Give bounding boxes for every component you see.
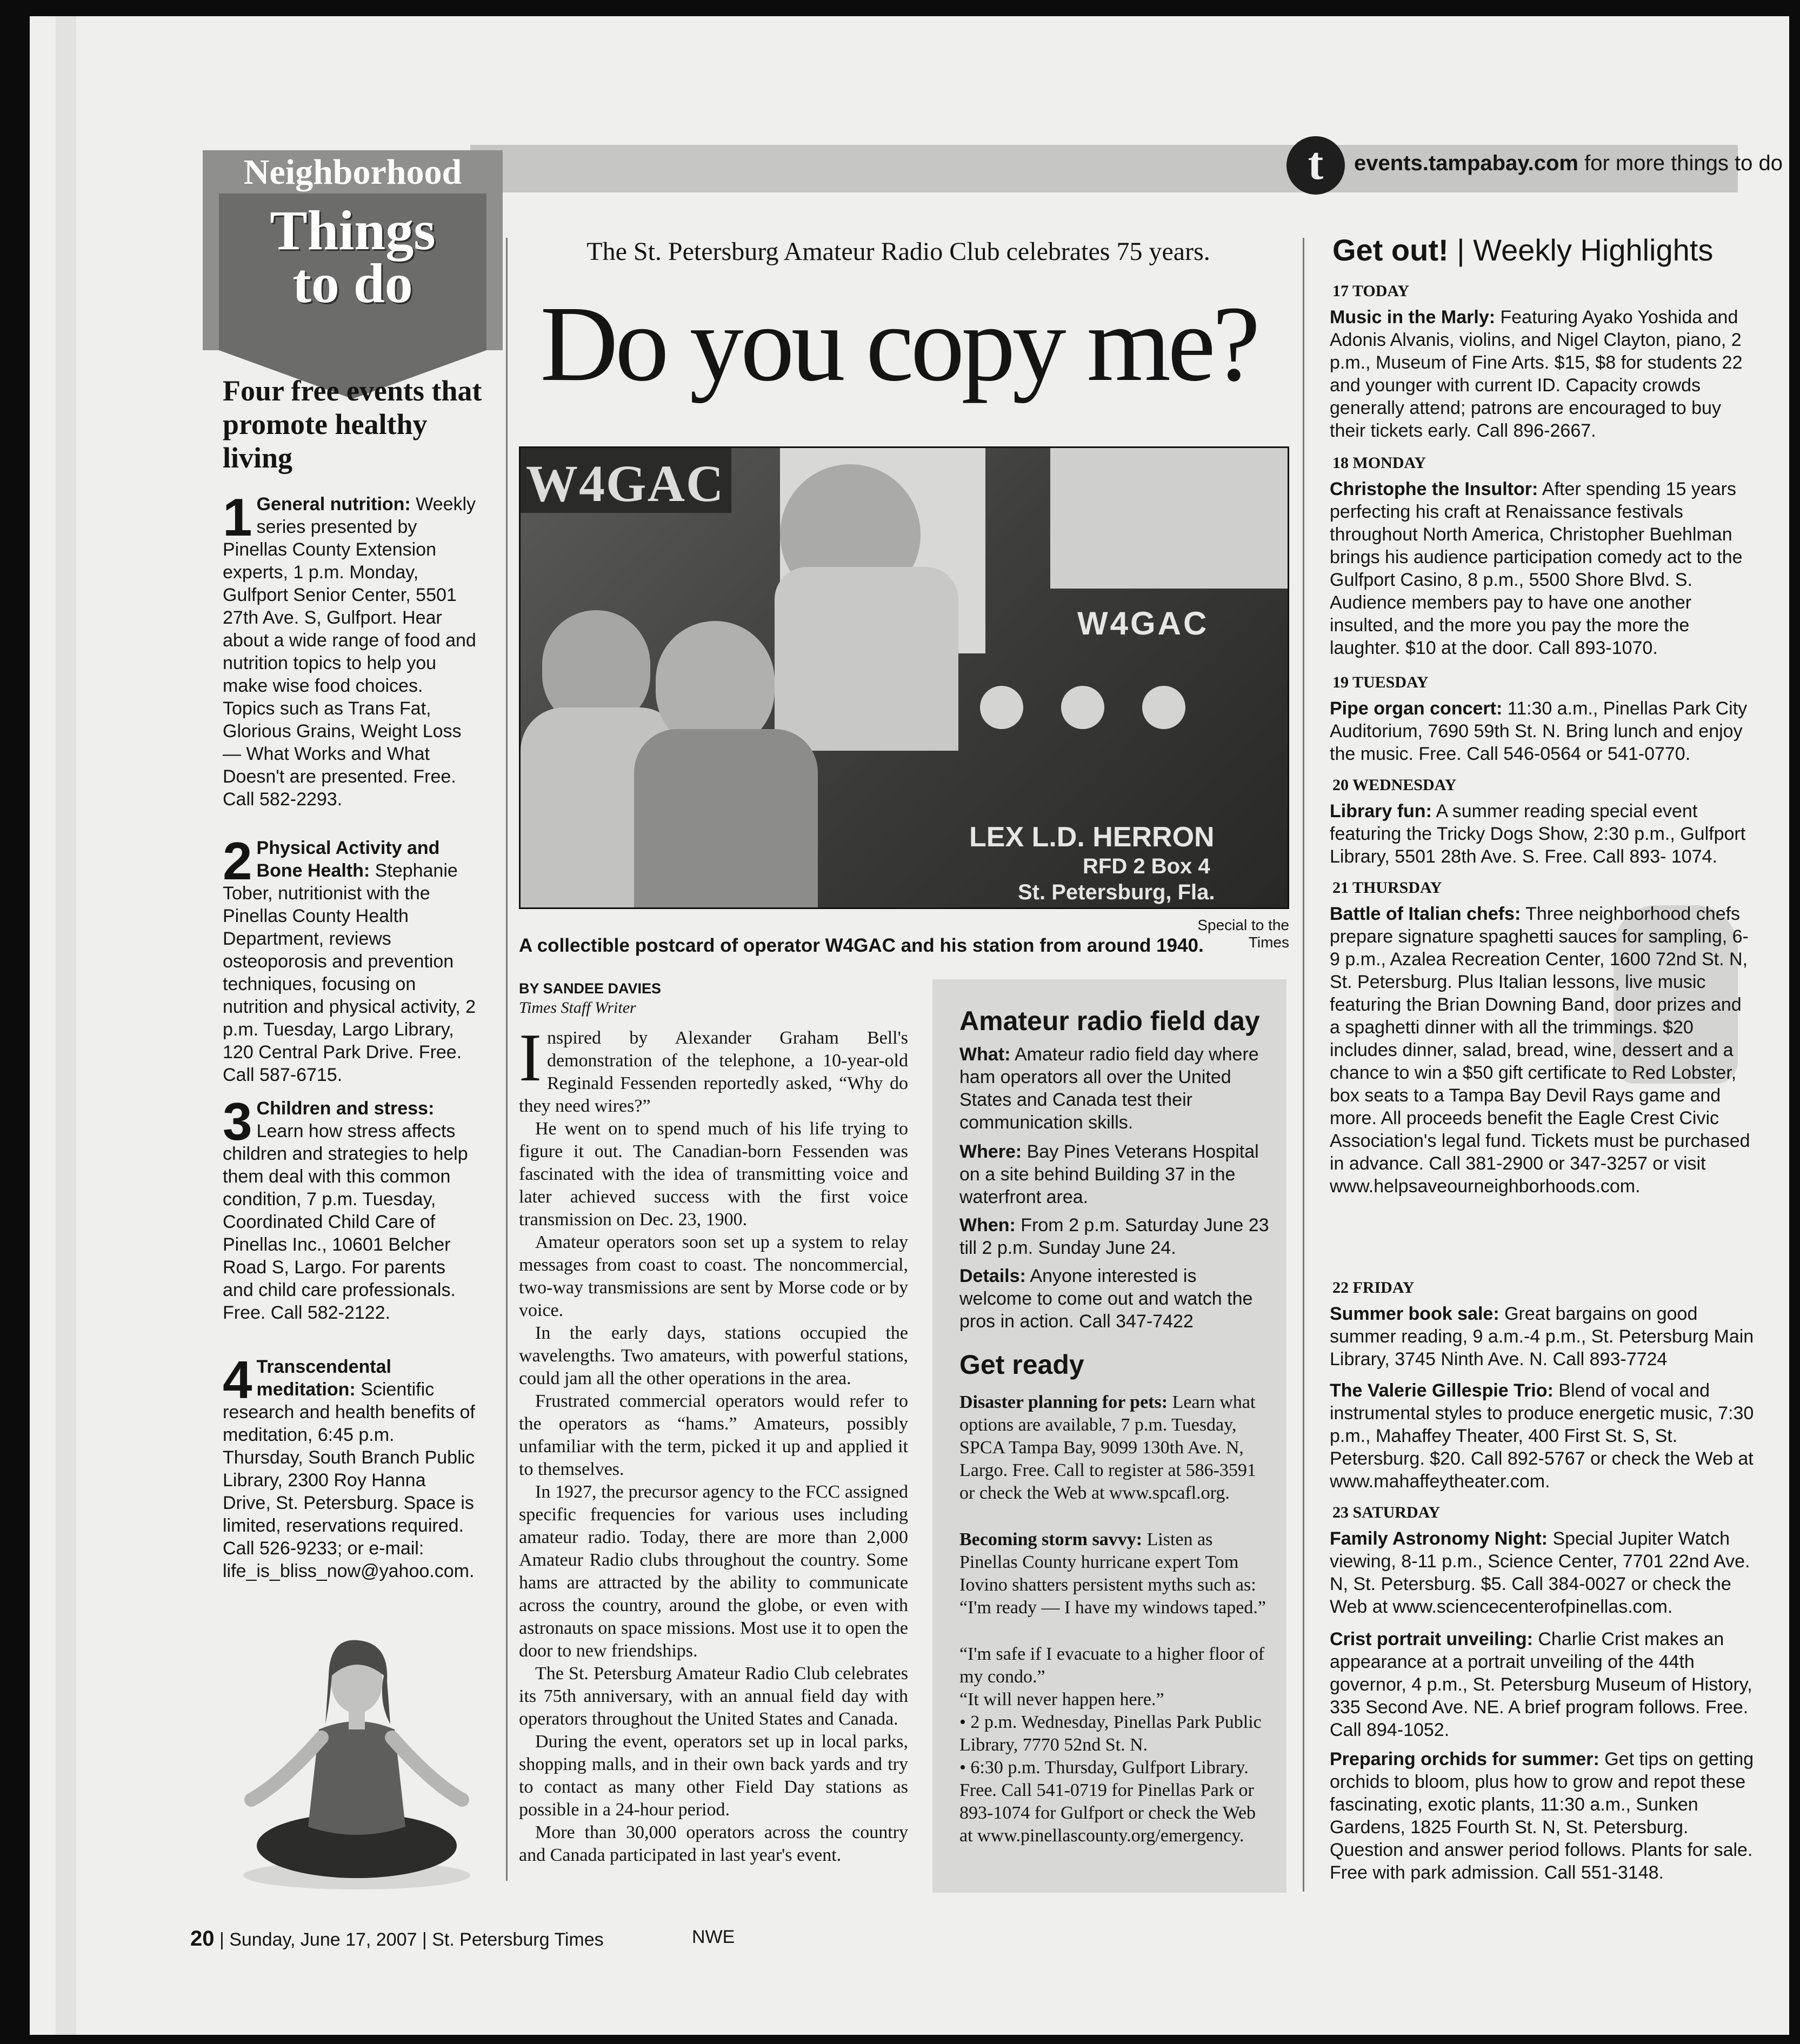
article-body [519, 1020, 908, 1867]
sidebar-myth-3: “It will never happen here.” [959, 1689, 1164, 1709]
photo-ship-model [1050, 448, 1288, 589]
article-kicker: The St. Petersburg Amateur Radio Club celebrates 75 years. [586, 237, 1210, 266]
getout-heading [1332, 232, 1713, 268]
health-event-1 [223, 487, 477, 811]
day-header-23: 23 SATURDAY [1332, 1504, 1441, 1521]
highlight-organ [1330, 697, 1757, 765]
radio-station-photo [519, 446, 1289, 909]
events-link[interactable] [1354, 151, 1783, 176]
event-body: Learn how stress affects children and strategies to help them deal with this common condition, 7 p.m. Tuesday, Coordinated Child Care of Pinellas Inc., 10601 Belcher Road S, Largo. For parents and child care professionals. Free. Call 582-2122. [223, 1121, 468, 1323]
body: Great bargains on good summer reading, 9 a.m.-4 p.m., St. Petersburg Main Library, 3745 Ninth Ave. N. Call 893-7724 [1330, 1304, 1754, 1370]
photo-dial-1 [980, 686, 1023, 729]
day-header-19: 19 TUESDAY [1332, 673, 1429, 691]
meditating-woman-photo [232, 1621, 481, 1892]
event-number: 4 [223, 1350, 252, 1410]
article-paragraph: More than 30,000 operators across the country and Canada participated in last year's event. [519, 1822, 908, 1865]
event-title: Physical Activity and Bone Health: [256, 838, 440, 881]
photo-nameplate-3: St. Petersburg, Fla. [1018, 880, 1215, 904]
sidebar-myth-2: “I'm safe if I evacuate to a higher floor of my condo.” [959, 1644, 1265, 1687]
event-title: Children and stress: [256, 1098, 435, 1119]
sidebar-what [959, 1043, 1270, 1134]
section-neighborhood: Neighborhood [243, 152, 462, 192]
event-body: Weekly series presented by Pinellas County Extension experts, 1 p.m. Monday, Gulfport Senior Center, 5501 27th Ave. S, Gulfport. Hear about a wide range of food and nutrition topics to help you make wise food choices. Topics such as Trans Fat, Glorious Grains, Weight Loss — What Works and What Doesn't are presented. Free. Call 582-2293. [223, 494, 476, 810]
photo-boy-body [634, 729, 818, 909]
section-title-todo: to do [292, 252, 413, 315]
body: Get tips on getting orchids to bloom, plus how to grow and repot these fascinating, exotic plants, 11:30 a.m., Sunken Gardens, 1825 Fourth St. N, St. Petersburg. Question and answer period follows. Plants for sale. Free with park admission. Call 551-3148. [1330, 1749, 1754, 1883]
label: Becoming storm savvy: [959, 1529, 1143, 1549]
body: After spending 15 years perfecting his craft at Renaissance festivals throughout North America, Christopher Buehlman brings his audience participation comedy act to the Gulfport Casino, 8 p.m., 5500 Shore Blvd. S. Audience members pay to have one another insulted, and the more you pay the more the laughter. $10 at the door. Call 893-1070. [1330, 479, 1743, 658]
health-event-3 [223, 1092, 477, 1324]
article-paragraph: The St. Petersburg Amateur Radio Club celebrates its 75th anniversary, with an annual field day with operators throughout the United States and Canada. [519, 1664, 908, 1729]
page-number: 20 [190, 1927, 215, 1951]
body: Charlie Crist makes an appearance at a portrait unveiling of the 44th governor, 4 p.m., St. Petersburg Museum of History, 335 Second Ave. NE. A brief program follows. Free. Call 894-1052. [1330, 1629, 1752, 1740]
column-rule-left [506, 238, 508, 1881]
value: Listen as Pinellas County hurricane expert Tom Iovino shatters persistent myths such as: “I'm ready — I have my windows taped.” [959, 1529, 1266, 1618]
event-body: Scientific research and health benefits of meditation, 6:45 p.m. Thursday, South Branch Public Library, 2300 Roy Hanna Drive, St. Petersburg. Space is limited, reservations required. Call 526-9233; or e-mail: life_is_bliss_now@yahoo.com. [223, 1379, 475, 1581]
highlight-crist [1330, 1628, 1757, 1741]
photo-man-shirt [775, 567, 958, 751]
label: What: [959, 1044, 1011, 1065]
label: Details: [959, 1266, 1026, 1286]
event-number: 1 [223, 487, 252, 547]
value: Anyone interested is welcome to come out and watch the pros in action. Call 347-7422 [959, 1266, 1253, 1332]
events-url[interactable]: events.tampabay.com [1354, 151, 1578, 175]
title: Preparing orchids for summer: [1330, 1749, 1599, 1769]
label: Disaster planning for pets: [959, 1392, 1168, 1412]
article-headline: Do you copy me? [540, 284, 1257, 404]
drop-cap: I [519, 1020, 542, 1096]
byline-title: Times Staff Writer [519, 999, 636, 1017]
highlight-book-sale [1330, 1302, 1757, 1371]
article-paragraph: In 1927, the precursor agency to the FCC assigned specific frequencies for various uses including amateur radio. Today, there are more than 2,000 Amateur Radio clubs throughout the country. Some hams are attracted by the ability to communicate across the country, around the globe, or even with astronauts on space missions. Most use it to open the door to new friendships. [519, 1482, 908, 1661]
article-paragraph [519, 1020, 908, 1118]
dateline: | Sunday, June 17, 2007 | St. Petersburg Times [214, 1929, 604, 1950]
body: A summer reading special event featuring the Tricky Dogs Show, 2:30 p.m., Gulfport Library, 5501 28th Ave. S. Free. Call 893- 1074. [1330, 801, 1746, 867]
page-footer [190, 1927, 604, 1951]
highlight-library [1330, 800, 1757, 868]
article-paragraph: Amateur operators soon set up a system to relay messages from coast to coast. The noncommercial, two-way transmissions are sent by Morse code or by voice. [519, 1232, 908, 1320]
page-edge-stripe [56, 16, 76, 2035]
getout-label: Get out! [1332, 233, 1449, 267]
photo-callsign-panel: W4GAC [1077, 605, 1209, 642]
photo-caption: A collectible postcard of operator W4GAC and his station from around 1940. [519, 935, 1204, 956]
separator: | [1448, 233, 1474, 267]
sidebar-session-2: • 6:30 p.m. Thursday, Gulfport Library. Free. Call 541-0719 for Pinellas Park or 893-1074 for Gulfport or check the Web at www.pinellascounty.org/emergency. [959, 1758, 1256, 1846]
label: Where: [959, 1141, 1022, 1162]
section-title [219, 199, 486, 315]
edition-code: NWE [692, 1927, 735, 1947]
event-title: General nutrition: [256, 494, 411, 515]
day-header-22: 22 FRIDAY [1332, 1279, 1415, 1297]
body: 11:30 a.m., Pinellas Park City Auditorium, 7690 59th St. N. Bring lunch and enjoy the music. Free. Call 546-0564 or 541-0770. [1330, 698, 1748, 764]
value: From 2 p.m. Saturday June 23 till 2 p.m. Sunday June 24. [959, 1215, 1269, 1258]
article-paragraph: In the early days, stations occupied the wavelengths. Two amateurs, with powerful stations, could jam all the other operations in the area. [519, 1323, 908, 1388]
title: The Valerie Gillespie Trio: [1330, 1380, 1554, 1401]
article-paragraph: During the event, operators set up in local parks, shopping malls, and in their own back yards and try to contact as many other Field Day stations as possible in a 24-hour period. [519, 1732, 908, 1820]
value: Bay Pines Veterans Hospital on a site behind Building 37 in the waterfront area. [959, 1141, 1259, 1207]
body: Special Jupiter Watch viewing, 8-11 p.m., Science Center, 7701 22nd Ave. N, St. Petersburg. $5. Call 384-0027 or check the Web at www.sciencecenterofpinellas.com. [1330, 1528, 1750, 1617]
highlight-insultor [1330, 478, 1757, 659]
highlight-orchids [1330, 1748, 1757, 1884]
body: Three neighborhood chefs prepare signature spaghetti sauces for sampling, 6-9 p.m., Azalea Recreation Center, 1600 72nd St. N, St. Petersburg. Plus Italian lessons, live music featuring the Brian Downing Band, door prizes and a spaghetti dinner with all the trimmings. $20 includes dinner, salad, bread, wine, dessert and a chance to win a $50 gift certificate to Red Lobster, box seats to a Tampa Bay Devil Rays game and more. All proceeds benefit the Eagle Crest Civic Association's legal fund. Tickets must be purchased in advance. Call 381-2900 or 347-3257 or visit www.helpsaveourneighborhoods.com. [1330, 904, 1750, 1197]
title: Summer book sale: [1330, 1304, 1499, 1324]
sidebar-session-1: • 2 p.m. Wednesday, Pinellas Park Public Library, 7770 52nd St. N. [959, 1712, 1262, 1755]
left-heading: Four free events that promote healthy living [223, 375, 482, 474]
title: Library fun: [1330, 801, 1432, 821]
title: Music in the Marly: [1330, 307, 1496, 328]
value: Amateur radio field day where ham operators all over the United States and Canada test their communication skills. [959, 1044, 1259, 1133]
article-paragraph: Frustrated commercial operators would refer to the operators as “hams.” Amateurs, possibly unfamiliar with the term, picked it up and applied it to themselves. [519, 1391, 908, 1479]
health-event-4 [223, 1350, 477, 1582]
tampabay-logo: t [1286, 136, 1345, 195]
day-header-17: 17 TODAY [1332, 282, 1410, 300]
event-body: Stephanie Tober, nutritionist with the Pinellas County Health Department, reviews osteoporosis and prevention techniques, focusing on nutrition and physical activity, 2 p.m. Tuesday, Largo Library, 120 Central Park Drive. Free. Call 587-6715. [223, 860, 476, 1085]
label: When: [959, 1215, 1016, 1235]
highlight-astronomy [1330, 1527, 1757, 1618]
highlight-chefs [1330, 903, 1757, 1198]
weekly-label: Weekly Highlights [1473, 233, 1714, 267]
byline: BY SANDEE DAVIES [519, 980, 662, 997]
title: Battle of Italian chefs: [1330, 904, 1521, 924]
sidebar-where [959, 1140, 1270, 1208]
title: Pipe organ concert: [1330, 698, 1503, 719]
photo-callsign-top: W4GAC [526, 455, 725, 512]
photo-credit: Special to the Times [1197, 917, 1289, 951]
sidebar-details [959, 1265, 1270, 1333]
day-header-18: 18 MONDAY [1332, 454, 1426, 472]
sidebar-when [959, 1214, 1270, 1259]
article-paragraph: He went on to spend much of his life trying to figure it out. The Canadian-born Fessenden was fascinated with the idea of transmitting voice and later achieved success with the first voice transmission on Dec. 23, 1900. [519, 1119, 908, 1230]
day-header-20: 20 WEDNESDAY [1332, 776, 1457, 794]
events-link-text: for more things to do [1578, 151, 1783, 175]
event-number: 3 [223, 1092, 252, 1151]
event-title: Transcendental meditation: [256, 1357, 391, 1400]
sidebar-pets [959, 1391, 1270, 1505]
title: Christophe the Insultor: [1330, 479, 1538, 499]
sidebar-heading-get-ready: Get ready [959, 1350, 1084, 1380]
body: Blend of vocal and instrumental styles to produce energetic music, 7:30 p.m., Mahaffey Theater, 400 First St. S, St. Petersburg. $20. Call 892-5767 or check the Web at www.mahaffeytheater.com. [1330, 1380, 1754, 1492]
photo-dial-3 [1142, 686, 1185, 729]
value: Learn what options are available, 7 p.m. Tuesday, SPCA Tampa Bay, 9099 130th Ave. N, Largo. Free. Call to register at 586-3591 or check the Web at www.spcafl.org. [959, 1392, 1256, 1503]
photo-nameplate-1: LEX L.D. HERRON [969, 821, 1215, 853]
body: Featuring Ayako Yoshida and Adonis Alvanis, violins, and Nigel Clayton, piano, 2 p.m., Museum of Fine Arts. $15, $8 for students 22 and younger with current ID. Capacity crowds generally attend; patrons are encouraged to buy their tickets early. Call 896-2667. [1330, 307, 1743, 441]
day-header-21: 21 THURSDAY [1332, 879, 1442, 897]
event-number: 2 [223, 831, 252, 891]
title: Crist portrait unveiling: [1330, 1629, 1533, 1649]
highlight-valerie [1330, 1379, 1757, 1493]
photo-nameplate-2: RFD 2 Box 4 [1083, 854, 1210, 878]
sidebar-storm [959, 1528, 1270, 1619]
section-title-things: Things [270, 199, 436, 262]
article-text: nspired by Alexander Graham Bell's demonstration of the telephone, a 10-year-old Reginald Fessenden reportedly asked, “Why do they need wires?” [519, 1028, 908, 1116]
column-rule-right [1303, 238, 1304, 1892]
highlight-marly [1330, 306, 1757, 442]
health-event-2 [223, 831, 477, 1086]
title: Family Astronomy Night: [1330, 1528, 1548, 1549]
photo-dial-2 [1061, 686, 1104, 729]
sidebar-heading-field-day: Amateur radio field day [959, 1006, 1260, 1036]
